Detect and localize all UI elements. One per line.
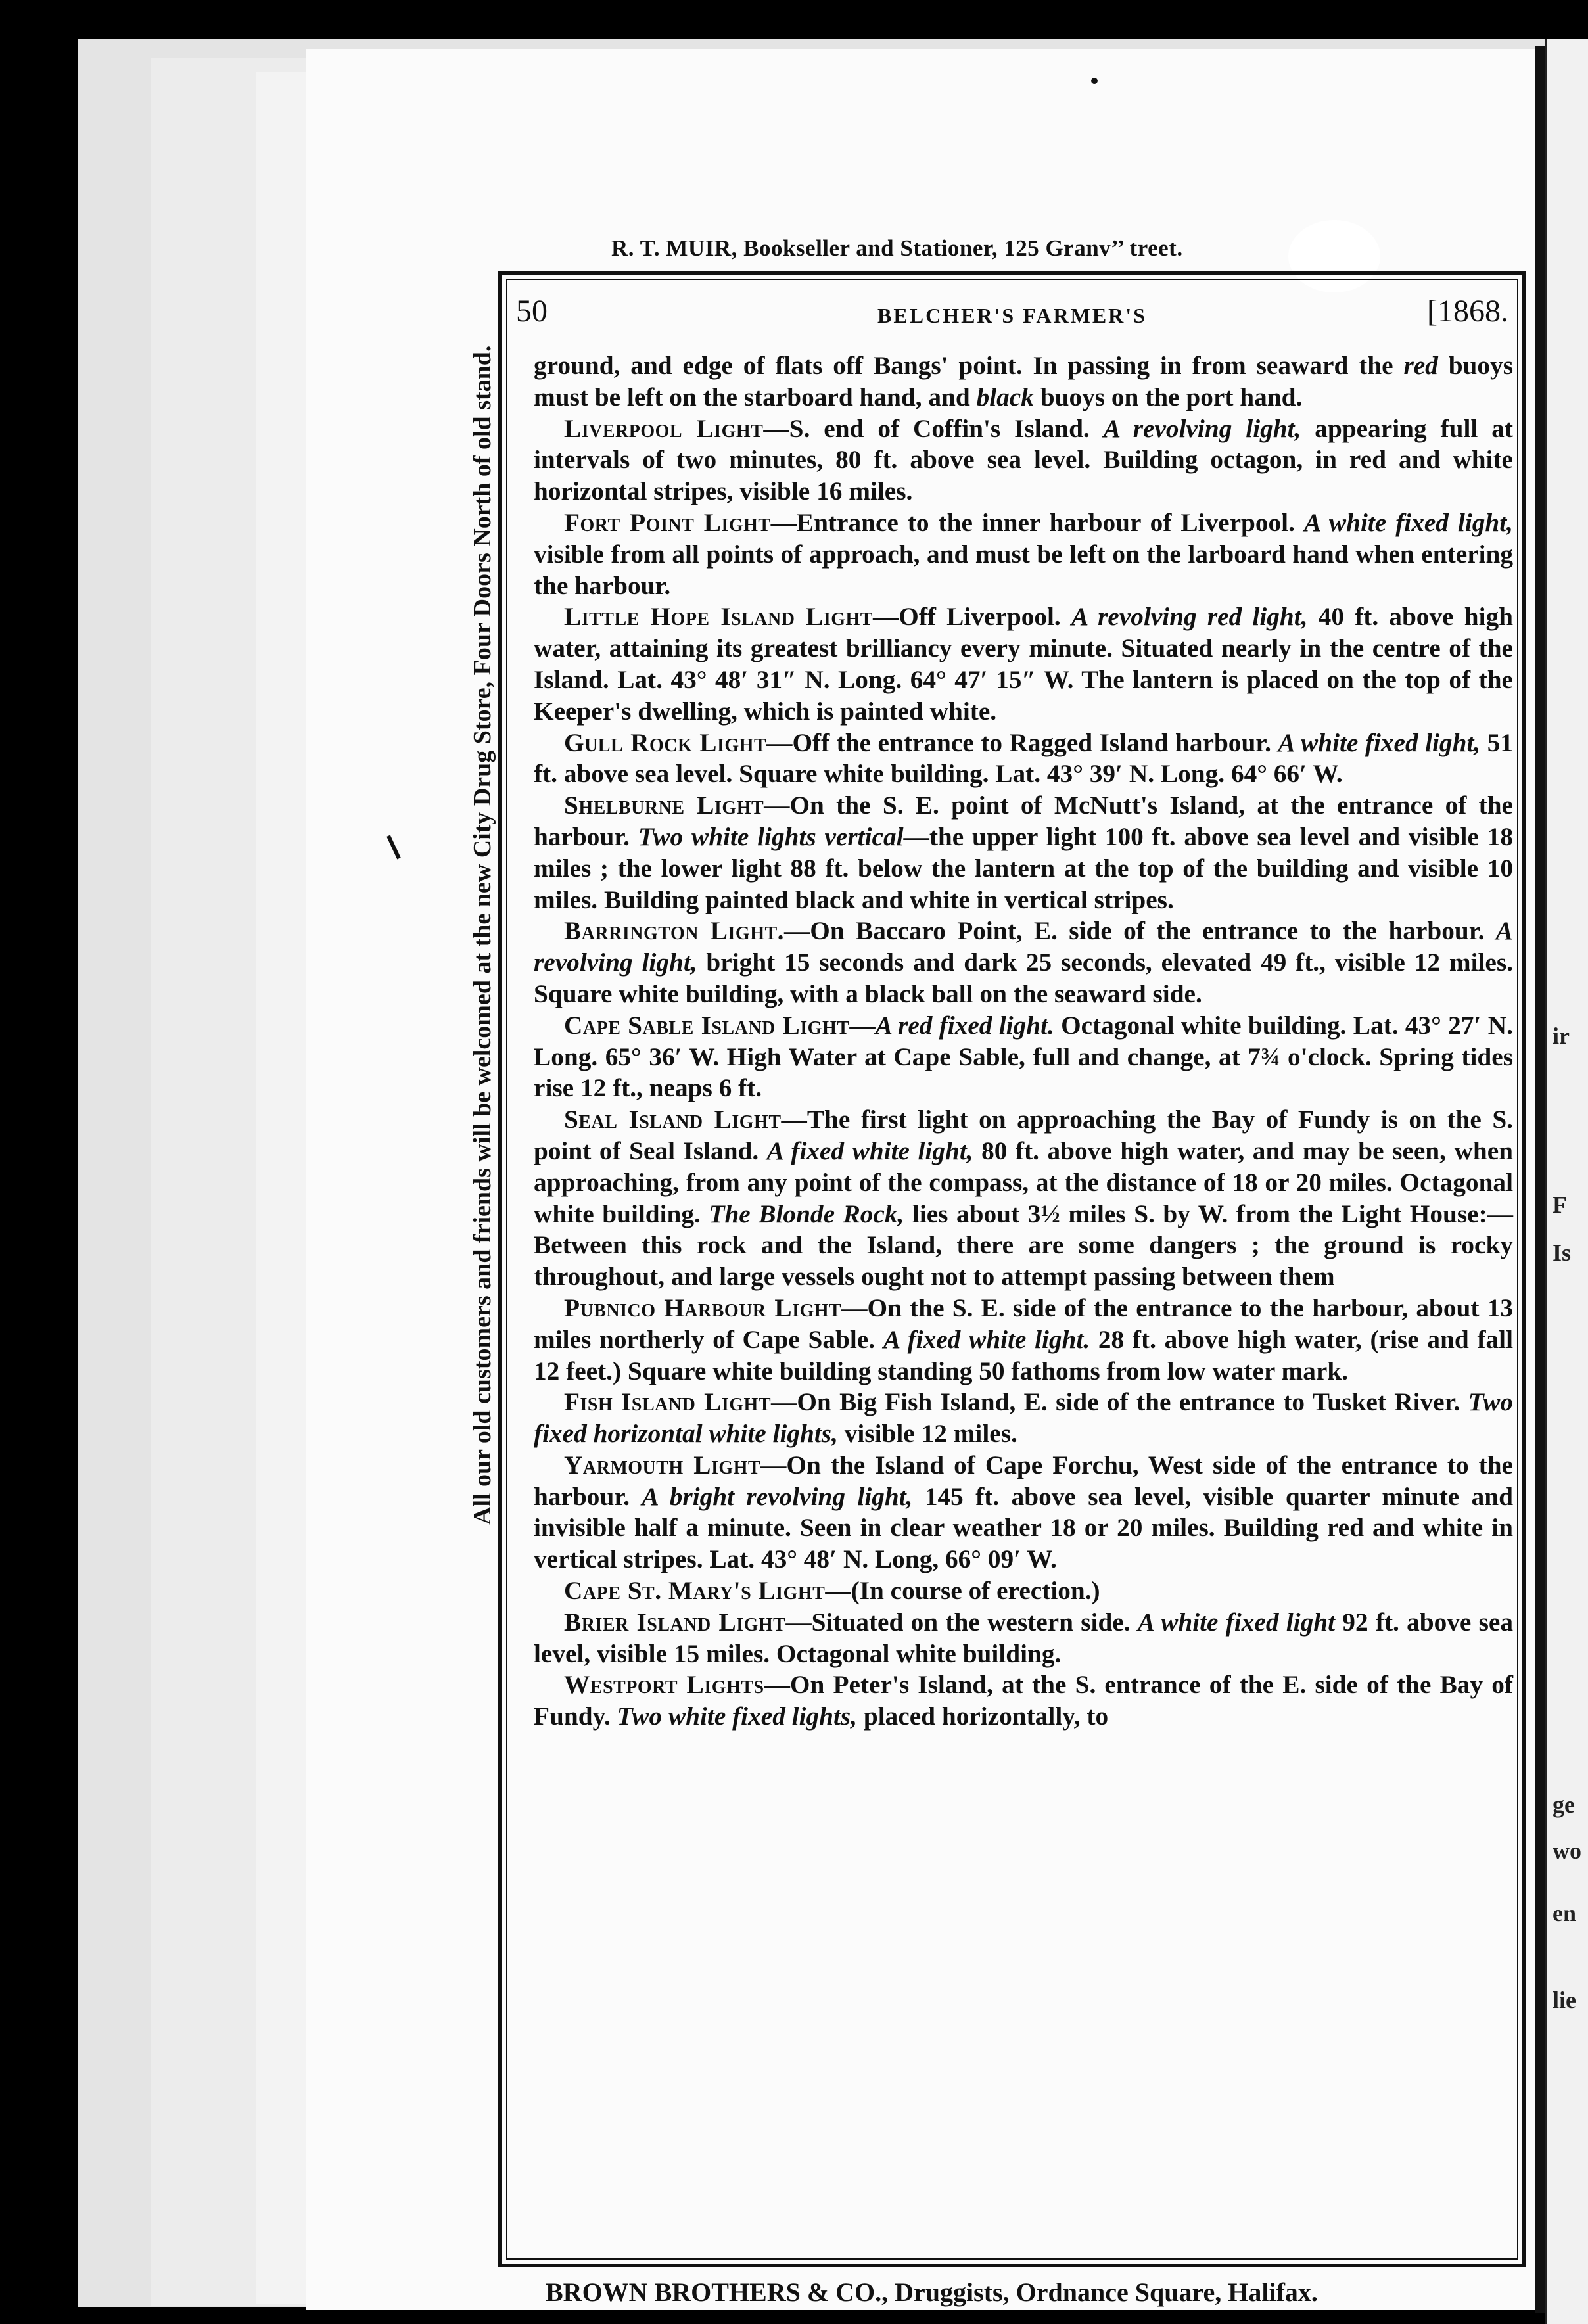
entry-emphasis: A fixed white light, — [766, 1136, 973, 1165]
light-entry — [534, 1575, 1513, 1607]
entry-emphasis: red — [1403, 351, 1438, 380]
entry-emphasis: A fixed white light. — [883, 1324, 1090, 1354]
entry-emphasis: A red fixed light. — [875, 1010, 1054, 1040]
entry-text: —On Big Fish Island, E. side of the entrance to Tusket River. — [771, 1387, 1468, 1417]
entry-text: bright 15 seconds and dark 25 seconds, elevated 49 ft., visible 12 miles. Square white building, with a black ball on the seaward side. — [534, 948, 1513, 1008]
entry-text: Octagonal white building. Lat. 43° 27′ N. Long. 65° 36′ W. High Water at Cape Sable, full and change, at 7¾ o'clock. Spring tides rise 12 ft., neaps 6 ft. — [534, 1010, 1513, 1103]
next-page-fragment: lie — [1553, 1987, 1576, 2013]
light-entry — [534, 1104, 1513, 1293]
page-header — [516, 293, 1508, 339]
entry-text: 145 ft. above sea level, visible quarter minute and invisible half a minute. Seen in clear weather 18 or 20 miles. Building red and white in vertical stripes. Lat. 43° 48′ N. Long, 66° 09′ W. — [534, 1481, 1513, 1574]
light-entry — [534, 1010, 1513, 1104]
next-page-fragment: wo — [1553, 1838, 1581, 1864]
light-entry — [534, 413, 1513, 507]
next-page-fragment: ir — [1553, 1023, 1570, 1049]
entry-text: 92 ft. above sea level, visible 15 miles. Octagonal white building. — [534, 1607, 1514, 1668]
next-page-fragment: F — [1553, 1192, 1567, 1218]
entry-emphasis: A revolving light, — [534, 916, 1513, 977]
running-head-ad: R. T. MUIR, Bookseller and Stationer, 125 Granv’’ treet. — [611, 235, 1183, 261]
entry-text: 51 ft. above sea level. Square white building. Lat. 43° 39′ N. Long. 64° 66′ W. — [534, 728, 1513, 789]
entry-emphasis: A white fixed light, — [1303, 507, 1514, 537]
entry-text: —On Peter's Island, at the S. entrance of the E. side of the Bay of Fundy. — [534, 1670, 1513, 1731]
entry-emphasis: A white fixed light — [1137, 1607, 1336, 1637]
entry-text: — — [849, 1010, 876, 1040]
next-page-edge — [1545, 39, 1588, 2324]
year-label: [1868. — [1427, 294, 1508, 329]
entry-text: —On Baccaro Point, E. side of the entrance to the harbour. — [783, 916, 1496, 946]
entry-text: appearing full at intervals of two minutes, 80 ft. above sea level. Building octagon, in red and white horizontal stripes, visible 16 miles. — [534, 413, 1514, 506]
light-name: Cape Sable Island Light — [564, 1010, 850, 1040]
light-name: Westport Lights — [564, 1670, 764, 1700]
entry-text: visible 12 miles. — [837, 1419, 1017, 1449]
lighthouse-listings — [534, 350, 1513, 1732]
light-name: Little Hope Island Light — [564, 602, 873, 632]
page-number: 50 — [516, 294, 548, 329]
light-entry — [534, 350, 1513, 413]
entry-emphasis: Two fixed horizontal white lights, — [534, 1387, 1514, 1449]
entry-text: —Off Liverpool. — [872, 602, 1071, 632]
entry-emphasis: A white fixed light, — [1278, 728, 1481, 757]
entry-emphasis: Two white fixed lights, — [617, 1702, 858, 1731]
entry-text: buoys on the port hand. — [1033, 382, 1303, 411]
light-name: Seal Island Light — [564, 1105, 782, 1134]
entry-emphasis: A revolving light, — [1103, 413, 1301, 443]
entry-emphasis: The Blonde Rock, — [709, 1199, 904, 1228]
light-name: Fort Point Light — [564, 507, 771, 537]
light-entry — [534, 1387, 1513, 1450]
footer-advertisement: BROWN BROTHERS & CO., Druggists, Ordnance Square, Halifax. — [546, 2277, 1318, 2307]
entry-text: —Off the entrance to Ragged Island harbour. — [766, 728, 1278, 757]
binding-gutter — [1535, 46, 1545, 2313]
entry-text: —the upper light 100 ft. above sea level and visible 18 miles ; the lower light 88 ft. below the lantern at the top of the building and visible 10 miles. Building painted black and white in vertical stripes. — [534, 822, 1514, 914]
entry-text: —S. end of Coffin's Island. — [763, 413, 1104, 443]
light-name: Barrington Light. — [564, 916, 784, 946]
light-entry — [534, 1607, 1513, 1670]
ink-spot — [1091, 78, 1098, 84]
entry-text: —On the S. E. point of McNutt's Island, at the entrance of the harbour. — [534, 791, 1513, 851]
entry-text: 28 ft. above high water, (rise and fall 12 feet.) Square white building standing 50 fathoms from low water mark. — [534, 1324, 1514, 1385]
entry-text: buoys must be left on the starboard hand, and — [534, 351, 1513, 411]
entry-text: 80 ft. above high water, and may be seen, when approaching, from any point of the compass, at the distance of 18 or 20 miles. Octagonal white building. — [534, 1136, 1514, 1228]
entry-text: ground, and edge of flats off Bangs' point. In passing in from seaward the — [534, 351, 1404, 380]
light-entry — [534, 916, 1513, 1010]
entry-text: —On the Island of Cape Forchu, West side of the entrance to the harbour. — [534, 1450, 1513, 1511]
light-name: Pubnico Harbour Light — [564, 1293, 842, 1322]
entry-text: visible from all points of approach, and must be left on the larboard hand when entering the harbour. — [534, 539, 1513, 600]
entry-text: —On the S. E. side of the entrance to the harbour, about 13 miles northerly of Cape Sable. — [534, 1293, 1514, 1354]
light-entry — [534, 790, 1513, 916]
light-name: Gull Rock Light — [564, 728, 767, 757]
entry-text: —Situated on the western side. — [785, 1607, 1138, 1637]
light-name: Shelburne Light — [564, 791, 764, 820]
light-entry — [534, 728, 1513, 791]
entry-emphasis: A revolving red light, — [1071, 602, 1308, 632]
light-entry — [534, 507, 1513, 601]
light-entry — [534, 1669, 1513, 1732]
next-page-fragment: ge — [1553, 1792, 1575, 1818]
light-entry — [534, 1293, 1513, 1387]
entry-text: —(In course of erection.) — [825, 1576, 1100, 1606]
entry-text: —The first light on approaching the Bay of Fundy is on the S. point of Seal Island. — [534, 1105, 1513, 1165]
entry-text: placed horizontally, to — [857, 1702, 1109, 1731]
next-page-fragment: Is — [1553, 1240, 1572, 1266]
entry-emphasis: A bright revolving light, — [642, 1481, 913, 1511]
light-entry — [534, 601, 1513, 727]
light-name: Yarmouth Light — [564, 1450, 761, 1479]
next-page-fragment: en — [1553, 1900, 1576, 1926]
entry-text: 40 ft. above high water, attaining its greatest brilliancy every minute. Situated nearly in the centre of the Island. Lat. 43° 48′ 31″ N. Long. 64° 47′ 15″ W. The lantern is placed on the top of the Keeper's dwelling, which is painted white. — [534, 602, 1513, 726]
light-name: Liverpool Light — [564, 413, 764, 443]
side-advertisement: All our old customers and friends will be welcomed at the new City Drug Store, Four Doors North of old stand. — [469, 345, 496, 1525]
light-name: Brier Island Light — [564, 1607, 786, 1637]
entry-text: —Entrance to the inner harbour of Liverpool. — [770, 507, 1304, 537]
light-name: Fish Island Light — [564, 1387, 772, 1417]
light-name: Cape St. Mary's Light — [564, 1576, 826, 1606]
entry-emphasis: Two white lights vertical — [638, 822, 904, 851]
light-entry — [534, 1450, 1513, 1575]
book-title: BELCHER'S FARMER'S — [877, 304, 1147, 327]
entry-text: lies about 3½ miles S. by W. from the Light House:—Between this rock and the Island, there are some dangers ; the ground is rocky throughout, and large vessels ought not to attempt passing between them — [534, 1199, 1513, 1291]
entry-emphasis: black — [976, 382, 1034, 411]
